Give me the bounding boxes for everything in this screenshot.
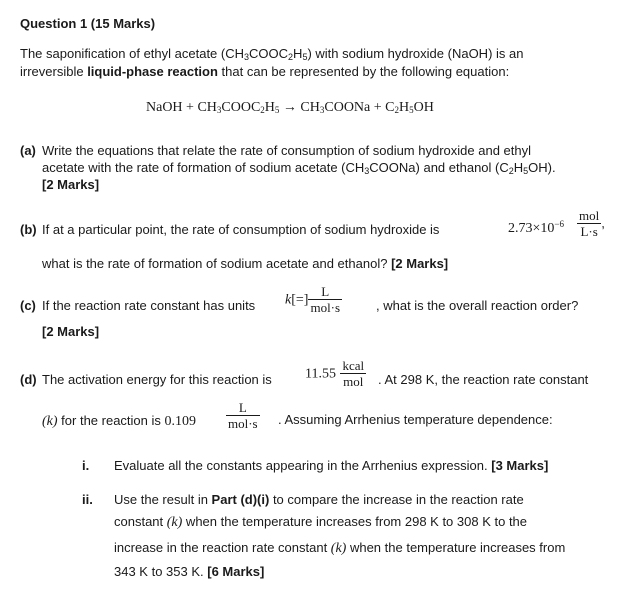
part-c-line-1-end: , what is the overall reaction order?	[376, 298, 579, 313]
sub-part-ii-line-1: Use the result in Part (d)(i) to compare the increase in the reaction rate	[114, 492, 524, 507]
part-c-units: k[=] $\frac{L}{\text{mol·s}}$	[285, 284, 341, 315]
sub-part-ii-label: ii.	[82, 492, 93, 507]
part-c-marks: [2 Marks]	[42, 324, 100, 339]
sub-part-ii-line-3: increase in the reaction rate constant (k) when the temperature increases from	[114, 540, 566, 556]
part-d-label: (d)	[20, 372, 37, 387]
sub-part-ii-line-2: constant (k) when the temperature increases from 298 K to 308 K to the	[114, 514, 528, 530]
part-d-activation-energy: 11.55 $\frac{\text{kcal}}{\text{mol}}$	[305, 358, 365, 389]
intro-line-2: irreversible liquid-phase reaction that can be represented by the following equation:	[20, 64, 510, 79]
part-b-line-1: If at a particular point, the rate of consumption of sodium hydroxide is	[42, 222, 440, 237]
part-d-line-1: The activation energy for this reaction is	[42, 372, 272, 387]
part-d-k-unit	[226, 401, 260, 430]
part-c-unit-denominator: mol·s	[310, 300, 341, 315]
question-title: Question 1 (15 Marks)	[20, 16, 156, 31]
part-b-line-2: what is the rate of formation of sodium acetate and ethanol? [2 Marks]	[42, 256, 449, 271]
sub-part-ii-line-4: 343 K to 353 K. [6 Marks]	[114, 564, 265, 579]
part-d-k-unit-denominator: mol·s	[228, 416, 258, 431]
sub-part-i-label: i.	[82, 458, 90, 473]
part-d-k-unit-numerator: L	[226, 401, 260, 416]
part-b-label: (b)	[20, 222, 37, 237]
part-b-rate-value: $2.73\times 10^{-6}$	[508, 219, 564, 236]
part-d-ea-unit-denominator: mol	[343, 374, 364, 389]
intro-line-1: The saponification of ethyl acetate $(CH_3COOC_2H_5)$ with sodium hydroxide (NaOH) is an	[20, 46, 524, 62]
part-d-line-1-end: . At 298 K, the reaction rate constant	[378, 372, 589, 387]
part-c-unit-numerator: L	[308, 285, 342, 300]
part-a-line-2: acetate with the rate of formation of sodium acetate $(CH_3COONa)$ and ethanol $(C_2H_5OH)$.	[42, 160, 556, 176]
part-a-marks: [2 Marks]	[42, 177, 100, 192]
part-c-line-1: If the reaction rate constant has units	[42, 298, 256, 313]
part-d-ea-unit-numerator: kcal	[342, 358, 365, 373]
sub-part-i-text: Evaluate all the constants appearing in the Arrhenius expression. [3 Marks]	[114, 458, 549, 473]
part-c-label: (c)	[20, 298, 36, 313]
part-b-unit-numerator: mol	[579, 208, 600, 223]
part-b-unit-denominator: L·s	[580, 224, 598, 239]
part-b-rate-unit: $\frac{\text{mol}}{L\cdot s}$ ,	[579, 208, 605, 239]
part-a-line-1: Write the equations that relate the rate of consumption of sodium hydroxide and ethyl	[42, 143, 531, 158]
part-d-line-2-end: . Assuming Arrhenius temperature dependence:	[278, 412, 553, 427]
part-d-line-2: (k) for the reaction is 0.109	[42, 413, 197, 429]
reaction-equation: NaOH + $CH_3COOC_2H_5$ → $CH_3COONa + C_2H_5OH$	[146, 100, 434, 115]
part-a-label: (a)	[20, 143, 36, 158]
